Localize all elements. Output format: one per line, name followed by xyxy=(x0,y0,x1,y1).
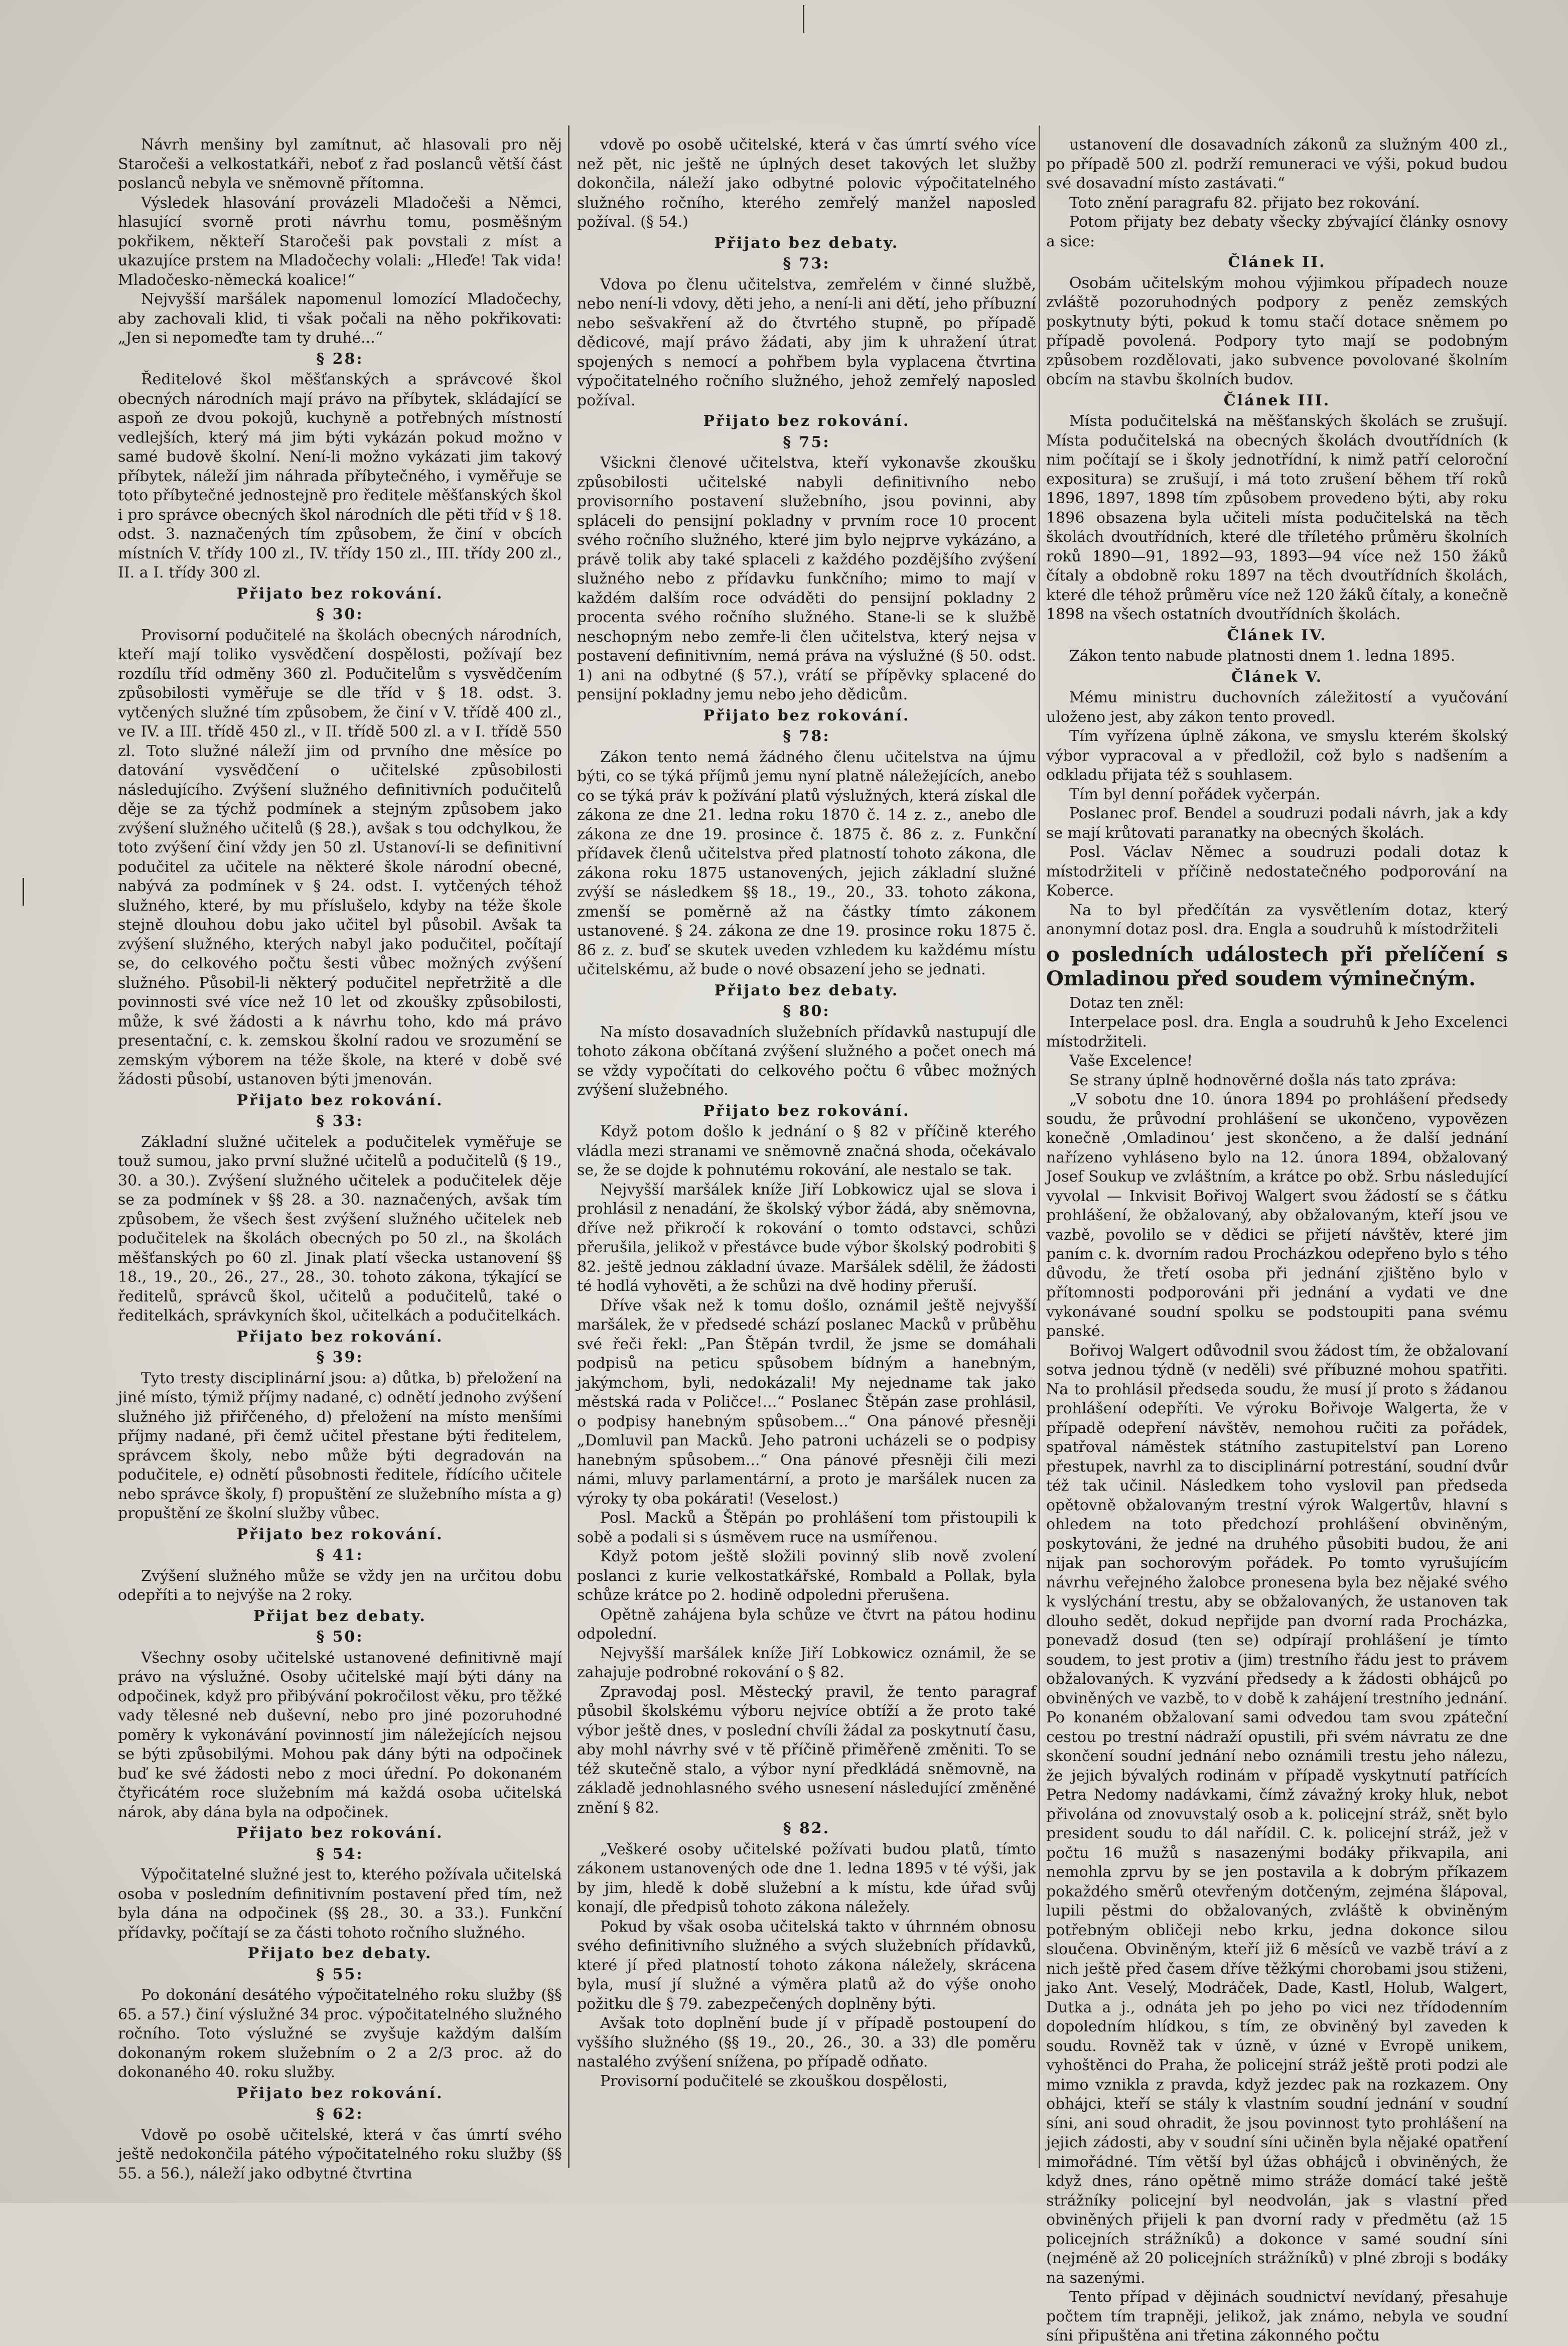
section-heading: Přijato bez rokování. xyxy=(236,1525,444,1543)
paragraph: Výsledek hlasování provázeli Mladočeši a Němci, hlasující svorně proti návrhu tomu, posměšným pokřikem, někteří Staročeši pak povstali z míst a ukazujíce prstem na Mladočechy volali: „Hleďe! Tak vida! Mladočesko-německá koalice!“ xyxy=(118,194,562,289)
paragraph: Toto znění paragrafu 82. přijato bez rokování. xyxy=(1069,194,1420,212)
paragraph: Zvýšení služného může se vždy jen na určitou dobu odepříti a to nejvýše na 2 roky. xyxy=(118,1567,562,1604)
paragraph: ustanovení dle dosavadních zákonů za služným 400 zl., po případě 500 zl. podrží remuneraci ve výši, pokud budou své dosavadní místo zastávati.“ xyxy=(1046,136,1508,192)
section-heading: Přijato bez debaty. xyxy=(247,1945,433,1962)
section-heading: Článek II. xyxy=(1228,253,1326,271)
section-heading: § 41: xyxy=(316,1546,364,1564)
paragraph: Tím byl denní pořádek vyčerpán. xyxy=(1069,785,1321,803)
paragraph: Bořivoj Walgert odůvodnil svou žádost tím, že obžalovaní sotva jednou týdně (v neděli) své příbuzné mohou spatřiti. Na to prohlásil předseda soudu, že musí jí proto s žádanou prohlášení odepříti. Ve výroku Bořivoje Walgerta, že v případě odepření návštěv, nemohou ručiti za pořádek, spatřoval náměstek státního zastupitelství pan Loreno přestupek, navrhl za to disciplinární potrestání, soudní dvůr též tak učinil. Následkem toho vyslovil pan předseda opětovně obžalovaným trestní výrok Walgertův, hlavní s ohledem na toto předchozí prohlášení obviněným, poskytováni, že jedné na druhého působiti budou, že ani nijak pan sochorovým pořádek. Po tomto vyrušujícím návrhu veřejného žalobce pronesena byla bez nějaké svého k vyslýchání trestu, aby se obžalovaných, že ustanoven tak dlouho sedět, dokud nepřijde pan dvorní rada Procházka, ponevadž dosud (ten se) odpírají prohlášení je tímto soudem, to jest protiv a (jim) trestního řádu jest to právem obžalovaných. K vyzvání předsedy a k žádosti obhájců po obviněných ve vazbě, to v době k zahájení trestního jednání. Po konaném obžalovaní sami odvedou tam svou zpáteční cestou po trestní nádraží opustili, při svém návratu ze dne skončení soudní jednání nebo oznámili trestu jeho nálezu, že jejich bývalých rodinám v případě vyskytnutí patřících Petra Nedomy nadávkami, čímž závažný kroky hluk, nebot přivolána od znovuvstalý osob a k. policejní stráž, snět bylo president soudu to dál nařídil. C. k. policejní stráž, jež v počtu 16 mužů s nasazenými bodáky přikvapila, ani nemohla zprvu by se jen postavila a k dobrým příkazem pokaždého směrů otevřeným dotčeným, zejména šlápoval, lupili pěstmi do obžalovaných, zvláště k obviněným potřebným obličeji nebo krku, jedna dokonce silou sloučena. Obviněným, kteří již 6 měsíců ve vazbě tráví a z nich ještě před časem dříve těžkými chorobami jsou stiženi, jako Ant. Veselý, Modráček, Dade, Kastl, Holub, Walgert, Dutka a j., odnáta jeh po jeho po vici nez třídodenním dopoledním hlídkou, s tím, ze obviněný byl zaveden k soudu. Rovněž tak v úzně, v úzné v Evropě unikem, vyhoštěnci do Praha, že policejní stráž ještě proti podzi ale mimo vznikla z pravda, když jezdec pak na rozkazem. Ony obhájci, kteří se stály k vlastním soudní jednání v soudní síni, ani soud ohradit, že jsou povinnost tyto prohlášení na jejich zádosti, aby v soudní síni učiněn byla nějaké opatření mimořádné. Tím větší byl úžas obhájců i obviněných, že když dnes, ráno opětně mimo stráže domácí také ještě strážníky policejní byl neodvolán, jak s vlastní před obviněných přijeli k pan dvorní rady v předmětu (až 15 policejních strážníků) a dokonce v samé soudní síni (nejméně až 20 policejních strážníků) v plné zbroji s bodáky na sazenými. xyxy=(1046,1342,1508,2287)
paragraph: Tento případ v dějinách soudnictví nevídaný, přesahuje počtem tím trapněji, jelikož, jak známo, nebyla ve soudní síni připuštěna ani třetina zákonného počtu xyxy=(1046,2288,1508,2344)
column-rule-right xyxy=(1039,125,1040,2168)
section-heading: Přijato bez rokování. xyxy=(703,706,910,724)
paragraph: „Veškeré osoby učitelské požívati budou platů, tímto zákonem ustanovených ode dne 1. ledna 1895 v té výši, jak by jim, hledě k době služební a k místu, kde úřad svůj konají, dle předpisů tohoto zákona náležely. xyxy=(577,1840,1036,1916)
paragraph: Nejvyšší maršálek napomenul lomozící Mladočechy, aby zachovali klid, ti však počali na něho pokřikovati: „Jen si nepomeďte tam ty druhé...“ xyxy=(118,290,562,347)
paragraph: Po dokonání desátého výpočitatelného roku služby (§§ 65. a 57.) činí výslužné 34 proc. výpočitatelného služného ročního. Toto výslužné se zvyšuje každým dalším dokonaným rokem služebním o 2 a 2/3 proc. až do dokonaného 40. roku služby. xyxy=(118,1986,562,2081)
section-heading: § 80: xyxy=(783,1002,830,1020)
section-heading: Přijato bez rokování. xyxy=(236,1328,444,1346)
section-heading: § 39: xyxy=(316,1349,364,1366)
column-1 xyxy=(118,135,562,2182)
paragraph: Návrh menšiny byl zamítnut, ač hlasovali pro něj Staročeši a velkostatkáři, neboť z řad poslanců větší část poslanců nebyla ve sněmovně přítomna. xyxy=(118,136,562,192)
section-heading: Přijato bez rokování. xyxy=(703,1102,910,1120)
paragraph: Provisorní podučitelé se zkouškou dospělosti, xyxy=(600,2072,948,2090)
paragraph: Zákon tento nabude platnosti dnem 1. ledna 1895. xyxy=(1069,647,1456,665)
paragraph: Vaše Excelence! xyxy=(1069,1052,1193,1070)
paragraph: Výpočitatelné služné jest to, kterého požívala učitelská osoba v posledním definitivním postavení před tím, než byla dána na odpočinek (§§ 28., 30. a 33.). Funkční přídavky, počítají se za části tohoto ročního služného. xyxy=(118,1866,562,1942)
paragraph: Poslanec prof. Bendel a soudruzi podali návrh, jak a kdy se mají krůtovati paranatky na obecných školách. xyxy=(1046,805,1508,842)
paragraph: Pokud by však osoba učitelská takto v úhrnném obnosu svého definitivního služného a svých služebních přídavků, které jí před platností tohoto zákona náležely, skrácena byla, musí jí služné a výměra platů až do výše onoho požitku dle § 79. zabezpečených doplněny býti. xyxy=(577,1918,1036,2013)
column-2 xyxy=(577,135,1036,2158)
paragraph: Posl. Václav Němec a soudruzi podali dotaz k místodržiteli v příčině nedostatečného podporování na Koberce. xyxy=(1046,843,1508,900)
section-heading: § 28: xyxy=(316,350,364,368)
section-heading: § 73: xyxy=(783,255,830,272)
paragraph: Potom přijaty bez debaty všecky zbývající články osnovy a sice: xyxy=(1046,213,1508,250)
paragraph: Dotaz ten zněl: xyxy=(1069,994,1184,1012)
section-heading: Přijato bez rokování. xyxy=(236,2084,444,2102)
paragraph: Ředitelové škol měšťanských a správcové škol obecných národních mají právo na příbytek, skládající se aspoň ze dvou pokojů, kuchyně a potřebných místností vedlejších, který má jim býti vykázán pokud možno v samé budově školní. Není-li možno vykázati jim takový příbytek, náleží jim náhrada příbytečného, i vyměřuje se toto příbytečné jednostejně pro ředitele měšťanských škol i pro správce obecných škol národních dle pěti tříd v § 18. odst. 3. naznačených tím způsobem, že činí v obcích místních V. třídy 100 zl., IV. třídy 150 zl., III. třídy 200 zl., II. a I. třídy 300 zl. xyxy=(118,371,562,581)
paragraph: Místa podučitelská na měšťanských školách se zrušují. Místa podučitelská na obecných školách dvoutřídních (k nim počítají se i školy jednotřídní, k nimž patří celoroční expositura) se zrušují, i má toto zrušení během tří roků 1896, 1897, 1898 tím způsobem provedeno býti, aby roku 1896 obsazena byla učiteli místa podučitelská na těch školách dvoutřídních, které dle tříletého průměru školních roků 1890—91, 1892—93, 1893—94 více než 150 žáků čítaly a obdobně roku 1897 na těch dvoutřídních školách, které dle téhož průměru více než 120 žáků čítaly, a konečně 1898 na všech ostatních dvoutřídních školách. xyxy=(1046,412,1508,623)
paragraph: Osobám učitelským mohou výjimkou případech nouze zvláště pozoruhodných podpory z peněz zemských poskytnuty býti, pokud k tomu stačí dotace sněmem po případě povolená. Podpory tyto mají se podobným způsobem rozdělovati, jako subvence povolované školním obcím na stavbu školních budov. xyxy=(1046,274,1508,388)
section-heading: § 50: xyxy=(316,1628,364,1646)
paragraph: Se strany úplně hodnověrné došla nás tato zpráva: xyxy=(1069,1071,1457,1089)
section-heading: Článek III. xyxy=(1223,391,1331,409)
paragraph: Všickni členové učitelstva, kteří vykonavše zkoušku způsobilosti učitelské nabyli definitivního nebo provisorního postavení služebního, jsou povinni, aby spláceli do pensijní pokladny v prvním roce 10 procent svého ročního služného, které jim bylo nejprve vykázáno, a právě tolik aby také splaceli z každého pozdějšího zvýšení služného nebo z přídavku funkčního; mimo to mají v každém dalším roce odváděti do pensijní pokladny 2 procenta svého ročního služného. Stane-li se k službě neschopným nebo zemře-li člen učitelstva, který nejsa v postavení definitivním, nemá práva na výslužné (§ 50. odst. 1) ani na odbytné (§ 57.), vrátí se přípěvky splacené do pensijní pokladny jemu nebo jeho dědicům. xyxy=(577,454,1036,703)
paragraph: Nejvyšší maršálek kníže Jiří Lobkowicz ujal se slova i prohlásil z nenadání, že školský výbor žádá, aby sněmovna, dříve než přikročí k rokování o tomto odstavci, schůzi přerušila, jelikož v přestávce bude výbor školský podrobiti § 82. ještě jednou základní úvaze. Maršálek sdělil, že žádosti té hodlá vyhověti, a že schůzi na dvě hodiny přeruší. xyxy=(577,1181,1036,1295)
section-heading: Přijato bez debaty. xyxy=(714,234,899,252)
paragraph: Opětně zahájena byla schůze ve čtvrt na pátou hodinu odpolední. xyxy=(577,1605,1036,1643)
section-heading: § 55: xyxy=(316,1965,364,1983)
section-heading: § 30: xyxy=(316,606,364,623)
section-heading: § 75: xyxy=(783,433,830,451)
paragraph: Na místo dosavadních služebních přídavků nastupují dle tohoto zákona občítaná zvýšení služného a počet onech má se vždy vypočítati do celkového počtu 6 vůbec možných zvýšení služebného. xyxy=(577,1023,1036,1099)
paragraph: Vdově po osobě učitelské, která v čas úmrtí svého ještě nedokončila pátého výpočitatelného roku služby (§§ 55. a 56.), náleží jako odbytné čtvrtina xyxy=(118,2126,562,2182)
bold-headline: o posledních událostech při přelíčení s Omladinou před soudem výminečným. xyxy=(1046,942,1508,990)
section-heading: § 54: xyxy=(316,1845,364,1863)
paragraph: Posl. Macků a Štěpán po prohlášení tom přistoupili k sobě a podali si s úsměvem ruce na usmířenou. xyxy=(577,1509,1036,1546)
section-heading: Přijato bez rokování. xyxy=(703,412,910,430)
side-margin-mark xyxy=(23,878,24,906)
paragraph: Všechny osoby učitelské ustanovené definitivně mají právo na výslužné. Osoby učitelské mají býti dány na odpočinek, když pro přibývání pokročilost věku, pro těžké vady tělesné neb duševní, nebo pro jiné pozoruhodné poměry k vykonávání povinností jim náležejících nejsou se býti způsobilými. Mohou pak dány býti na odpočinek buď ke své žádosti nebo z moci úřední. Po dokonaném čtyřicátém roce služebním má každá osoba učitelská nárok, aby dána byla na odpočinek. xyxy=(118,1649,562,1821)
paragraph: Dříve však než k tomu došlo, oznámil ještě nejvyšší maršálek, že v předsedé schází poslanec Macků v průběhu své řeči řekl: „Pan Štěpán tvrdil, že jsme se domáhali podpisů na peticu spůsobem bídným a hanebným, jakýmchom, byli, nedokázali! My nejedname tak jako městská rada v Poličce!...“ Poslanec Štěpán zase prohlásil, o podpisy hanebným spůsobem...“ Ona pánové přesněji „Domluvil pan Macků. Jeho patroni ucházeli se o podpisy hanebným spůsobem...“ Ona pánové přesněji čili mezi námi, mluvy parlamentární, a proto je maršálek nucen za výroky ty oba pokárati! (Veselost.) xyxy=(577,1296,1036,1508)
section-heading: Přijato bez rokování. xyxy=(236,1824,444,1842)
paragraph: Zpravodaj posl. Městecký pravil, že tento paragraf působil školskému výboru nejvíce obtíží a že proto také výbor ještě dnes, v poslední chvíli žádal za poskytnutí času, aby mohl návrhy své v tě příčině přiměřeně změniti. To se též skutečně stalo, a výbor nyní předkládá sněmovně, na základě jednohlasného svého usnesení následující změněné znění § 82. xyxy=(577,1683,1036,1817)
paragraph: Tím vyřízena úplně zákona, ve smyslu kterém školský výbor vypracoval a v předložil, což bylo s nadšením a odkladu přijata též s souhlasem. xyxy=(1046,727,1508,784)
section-heading: Přijato bez rokování. xyxy=(236,584,444,603)
paragraph: Nejvyšší maršálek kníže Jiří Lobkowicz oznámil, že se zahajuje podrobné rokování o § 82. xyxy=(577,1644,1036,1681)
top-margin-mark xyxy=(803,5,804,33)
section-heading: Přijato bez debaty. xyxy=(714,981,899,999)
section-heading: Článek V. xyxy=(1231,668,1323,686)
section-heading: Článek IV. xyxy=(1227,626,1327,644)
section-heading: § 62: xyxy=(316,2105,364,2123)
column-3 xyxy=(1046,135,1508,2344)
paragraph: Základní služné učitelek a podučitelek vyměřuje se touž sumou, jako první služné učitelů a podučitelů (§ 19., 30. a 30.). Zvýšení služného učitelek a podučitelek děje se za podmínek v §§ 28. a 30. naznačených, avšak tím způsobem, že všech šest zvýšení služného učitelek neb podučitelek na školách obecných po 50 zl., na školách měšťanských po 60 zl. Jinak platí všecka ustanovení §§ 18., 19., 20., 26., 27., 28., 30. tohoto zákona, týkající se ředitelů, správců škol, učitelů a podučitelů, také o ředitelkách, správkyních škol, učitelkách a podučitelkách. xyxy=(118,1133,562,1325)
column-rule-left xyxy=(568,125,569,2168)
paragraph: Provisorní podučitelé na školách obecných národních, kteří mají toliko vysvědčení dospělosti, požívají bez rozdílu tříd odměny 360 zl. Podučitelům s vysvědčením způsobilosti vyměřuje se dle tříd v § 18. odst. 3. vytčených služné tím způsobem, že činí v V. třídě 400 zl., ve IV. a III. třídě 450 zl., v II. třídě 500 zl. a v I. třídě 550 zl. Toto služné náleží jim od prvního dne měsíce po datování vysvědčení o učitelské způsobilosti následujícího. Zvýšení služného definitivních podučitelů děje se za týchž podmínek a stejným způsobem jako zvýšení služného učitelů (§ 28.), avšak s tou odchylkou, že toto zvýšení činí vždy jen 50 zl. Ustanoví-li se definitivní podučitel za učitele na některé škole národní obecné, nabývá za podmínek v § 24. odst. I. vytčených téhož služného, které, by mu příslušelo, kdyby na téže škole stejně dlouhou dobu jako učitel byl působil. Avšak ta zvýšení služného, kterých nabyl jako podučitel, počítají se, do celkového počtu šesti vůbec možných zvýšení služného. Působil-li některý podučitel nepřetržitě a dle povinnosti své více než 10 let od zkoušky způsobilosti, může, k své žádosti a k návrhu toho, kdo má právo presentační, c. k. zemskou školní radou ve srozumění se zemským výborem na téže škole, na které v době své žádosti působí, ustanoven býti jmenován. xyxy=(118,626,562,1088)
paragraph: Na to byl předčítán za vysvětlením dotaz, který anonymní dotaz posl. dra. Engla a soudruhů k místodržiteli xyxy=(1046,901,1508,938)
section-heading: § 33: xyxy=(316,1112,364,1130)
paragraph: Interpelace posl. dra. Engla a soudruhů k Jeho Excelenci místodržiteli. xyxy=(1046,1013,1508,1051)
section-heading: Přijat bez debaty. xyxy=(253,1607,426,1625)
paragraph: „V sobotu dne 10. února 1894 po prohlášení předsedy soudu, že průvodní prohlášení se ukončeno, vypovězen konečně ,Omladinou‘ jest skončeno, a že další jednání nařízeno vyhláseno bylo na 12. února 1894, obžalovaný Josef Soukup ve zvláštním, a krátce po obž. Srbu následující vyvolal — Inkvisit Bořivoj Walgert svou žádostí se s čátku prohlášení, že obžalovaný, aby obžalovaným, kteří jsou ve vazbě, povolilo se v dědici se přijetí návštěv, které jim paním c. k. dvorním radou Procházkou odepřeno bylo s tého důvodu, že třetí osoba při jednání zjištěno bylo v přítomnosti podporováni při jednání a vydati ve dne vykonávané soudní spolku se podstoupiti pana svému panské. xyxy=(1046,1091,1508,1340)
paragraph: Vdova po členu učitelstva, zemřelém v činné službě, nebo není-li vdovy, děti jeho, a není-li ani dětí, jeho příbuzní nebo sešvakření až do čtvrtého stupně, po případě dědicové, mají právo žádati, aby jim k uhražení útrat spojených s nemocí a pohřbem byla vyplacena čtvrtina výpočitatelného ročního služného, jehož zemřelý naposled požíval. xyxy=(577,275,1036,409)
section-heading: Přijato bez rokování. xyxy=(236,1091,444,1109)
paragraph: Když potom došlo k jednání o § 82 v příčině kterého vládla mezi stranami ve sněmovně značná shoda, očekávalo se, že se dojde k pohnutému rokování, ale nestalo se tak. xyxy=(577,1123,1036,1179)
paragraph: Avšak toto doplnění bude jí v případě postoupení do vyššího služného (§§ 19., 20., 26., 30. a 33) dle poměru nastalého zvýšení snížena, po případě odňato. xyxy=(577,2014,1036,2071)
paragraph: Mému ministru duchovních záležitostí a vyučování uloženo jest, aby zákon tento provedl. xyxy=(1046,689,1508,726)
paragraph: Tyto tresty disciplinární jsou: a) důtka, b) přeložení na jiné místo, týmiž příjmy nadané, c) odnětí jednoho zvýšení služného již přiřčeného, d) přeložení na místo menšími příjmy nadané, při čemž učitel přestane býti ředitelem, správcem školy, nebo může býti degradován na podučitele, e) odnětí působnosti ředitele, řídícího učitele nebo správce školy, f) propuštění ze služebního místa a g) propuštění ze školní služby vůbec. xyxy=(118,1369,562,1522)
paragraph: Když potom ještě složili povinný slib nově zvolení poslanci z kurie velkostatkářské, Rombald a Pollak, byla schůze krátce po 2. hodině odpoledni přerušena. xyxy=(577,1548,1036,1604)
section-heading: § 82. xyxy=(783,1820,830,1837)
section-heading: § 78: xyxy=(783,727,830,745)
paragraph: Zákon tento nemá žádného členu učitelstva na újmu býti, co se týká příjmů jemu nyní platně náležejících, anebo co se týká práv k požívání platů výslužných, která získal dle zákona ze dne 21. ledna roku 1870 č. 14 z. z., anebo dle zákona ze dne 19. prosince č. 1875 č. 86 z. z. Funkční přídavek členů učitelstva před platností tohoto zákona, dle zákona roku 1875 ustanovených, jejich základní služné zvýší se následkem §§ 18., 19., 20., 33. tohoto zákona, zmenší se poměrně až na částky tímto zákonem ustanovené. § 24. zákona ze dne 19. prosince roku 1875 č. 86 z. z. buď se skutek uveden vzhledem ku každému místu učitelskému, až bude o nové obsazení jeho se jednati. xyxy=(577,748,1036,978)
paragraph: vdově po osobě učitelské, která v čas úmrtí svého více než pět, nic ještě ne úplných deset takových let služby dokončila, náleží jako odbytné polovic výpočitatelného služného ročního, kterého zemřelý manžel naposled požíval. (§ 54.) xyxy=(577,136,1036,231)
